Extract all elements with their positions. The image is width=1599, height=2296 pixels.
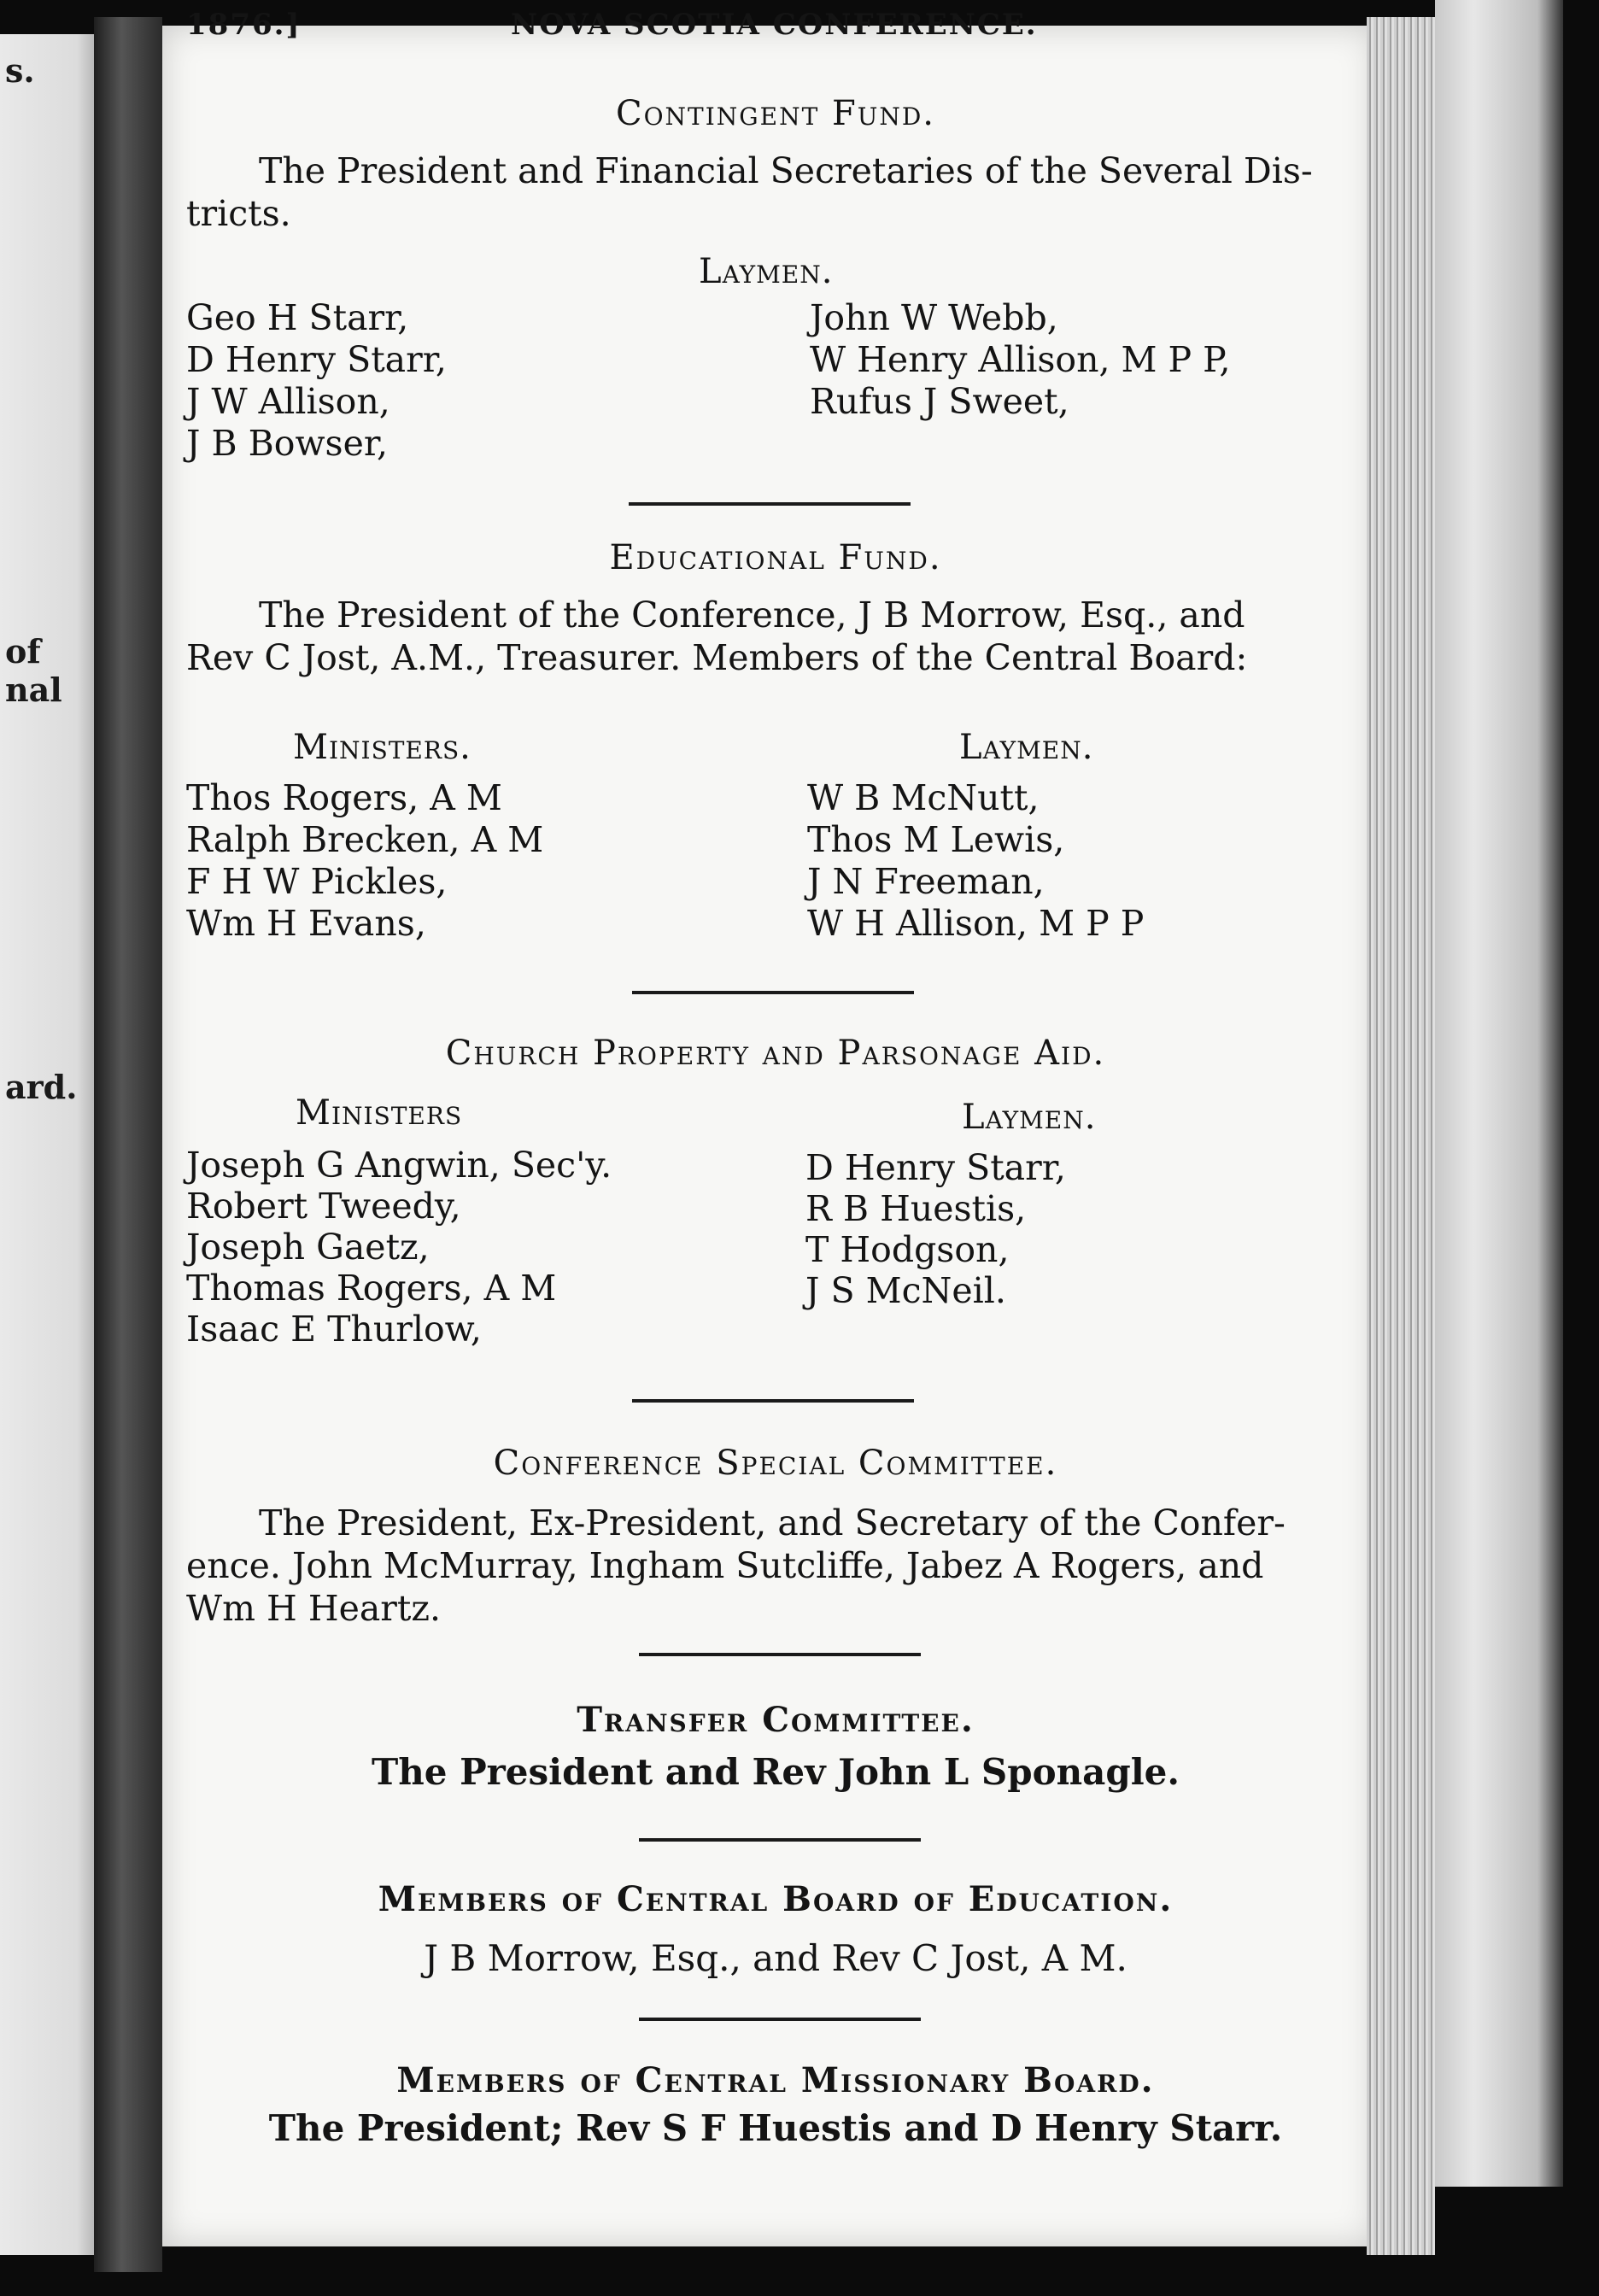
central-missionary-board-heading: Members of Central Missionary Board. xyxy=(396,2060,1155,2100)
church-ministers-label: Ministers xyxy=(296,1093,463,1133)
contingent-fund-heading: Contingent Fund. xyxy=(615,94,935,133)
educational-fund-para-line1: The President of the Conference, J B Morrow, Esq., and xyxy=(259,594,1245,636)
educational-ministers-label: Ministers. xyxy=(293,728,472,767)
running-head xyxy=(186,8,1365,51)
church-property-heading: Church Property and Parsonage Aid. xyxy=(445,1034,1106,1073)
educational-layman: W H Allison, M P P xyxy=(807,903,1145,944)
educational-fund-heading: Educational Fund. xyxy=(609,538,942,577)
church-minister: Isaac E Thurlow, xyxy=(186,1309,482,1350)
educational-minister: F H W Pickles, xyxy=(186,861,448,902)
church-layman: R B Huestis, xyxy=(805,1188,1027,1229)
section-divider xyxy=(639,2018,921,2021)
contingent-right-name: John W Webb, xyxy=(810,297,1058,338)
contingent-left-name: J W Allison, xyxy=(186,381,390,422)
educational-layman: W B McNutt, xyxy=(807,777,1040,818)
section-divider xyxy=(632,991,914,994)
central-board-education-heading: Members of Central Board of Education. xyxy=(378,1879,1174,1919)
church-minister: Joseph Gaetz, xyxy=(186,1227,430,1268)
section-divider xyxy=(639,1653,921,1656)
book-cover xyxy=(1435,0,1563,2187)
contingent-left-name: Geo H Starr, xyxy=(186,297,409,338)
educational-minister: Wm H Evans, xyxy=(186,903,426,944)
contingent-fund-para-line2: tricts. xyxy=(186,193,291,234)
church-layman: D Henry Starr, xyxy=(805,1147,1066,1188)
section-divider xyxy=(639,1838,921,1842)
special-committee-para-line3: Wm H Heartz. xyxy=(186,1588,442,1629)
central-missionary-board-line: The President; Rev S F Huestis and D Henry Starr. xyxy=(268,2107,1283,2149)
church-layman: T Hodgson, xyxy=(805,1229,1010,1270)
educational-layman: Thos M Lewis, xyxy=(807,819,1065,860)
church-laymen-label: Laymen. xyxy=(962,1098,1097,1137)
contingent-left-name: J B Bowser, xyxy=(186,423,388,464)
church-minister: Robert Tweedy, xyxy=(186,1186,461,1227)
central-board-education-line: J B Morrow, Esq., and Rev C Jost, A M. xyxy=(424,1937,1128,1979)
educational-minister: Ralph Brecken, A M xyxy=(186,819,544,860)
left-page-fragment: nal xyxy=(5,671,62,709)
special-committee-para-line1: The President, Ex-President, and Secretary of the Confer- xyxy=(259,1502,1286,1543)
special-committee-para-line2: ence. John McMurray, Ingham Sutcliffe, Jabez A Rogers, and xyxy=(186,1545,1264,1586)
transfer-committee-line: The President and Rev John L Sponagle. xyxy=(371,1751,1180,1793)
contingent-left-name: D Henry Starr, xyxy=(186,339,447,380)
running-head-title: NOVA SCOTIA CONFERENCE. xyxy=(511,8,1038,42)
section-divider xyxy=(632,1399,914,1403)
contingent-fund-para-line1: The President and Financial Secretaries of the Several Dis- xyxy=(259,150,1313,191)
educational-layman: J N Freeman, xyxy=(807,861,1045,902)
left-page-fragment: of xyxy=(5,632,41,671)
educational-minister: Thos Rogers, A M xyxy=(186,777,502,818)
church-minister: Joseph G Angwin, Sec'y. xyxy=(186,1145,612,1186)
book-gutter xyxy=(94,17,162,2272)
church-minister: Thomas Rogers, A M xyxy=(186,1268,557,1309)
contingent-right-name: Rufus J Sweet, xyxy=(810,381,1069,422)
left-page-fragment: s. xyxy=(5,51,35,90)
left-page-fragment: ard. xyxy=(5,1068,78,1106)
contingent-right-name: W Henry Allison, M P P, xyxy=(810,339,1231,380)
section-divider xyxy=(629,502,911,506)
educational-laymen-label: Laymen. xyxy=(959,728,1094,767)
educational-fund-para-line2: Rev C Jost, A.M., Treasurer. Members of the Central Board: xyxy=(186,637,1248,678)
running-head-year: 1876.] xyxy=(186,8,302,42)
contingent-laymen-label: Laymen. xyxy=(699,252,834,291)
church-layman: J S McNeil. xyxy=(805,1270,1006,1311)
special-committee-heading: Conference Special Committee. xyxy=(493,1444,1058,1483)
transfer-committee-heading: Transfer Committee. xyxy=(577,1700,975,1740)
page-stack-edge xyxy=(1367,17,1435,2255)
